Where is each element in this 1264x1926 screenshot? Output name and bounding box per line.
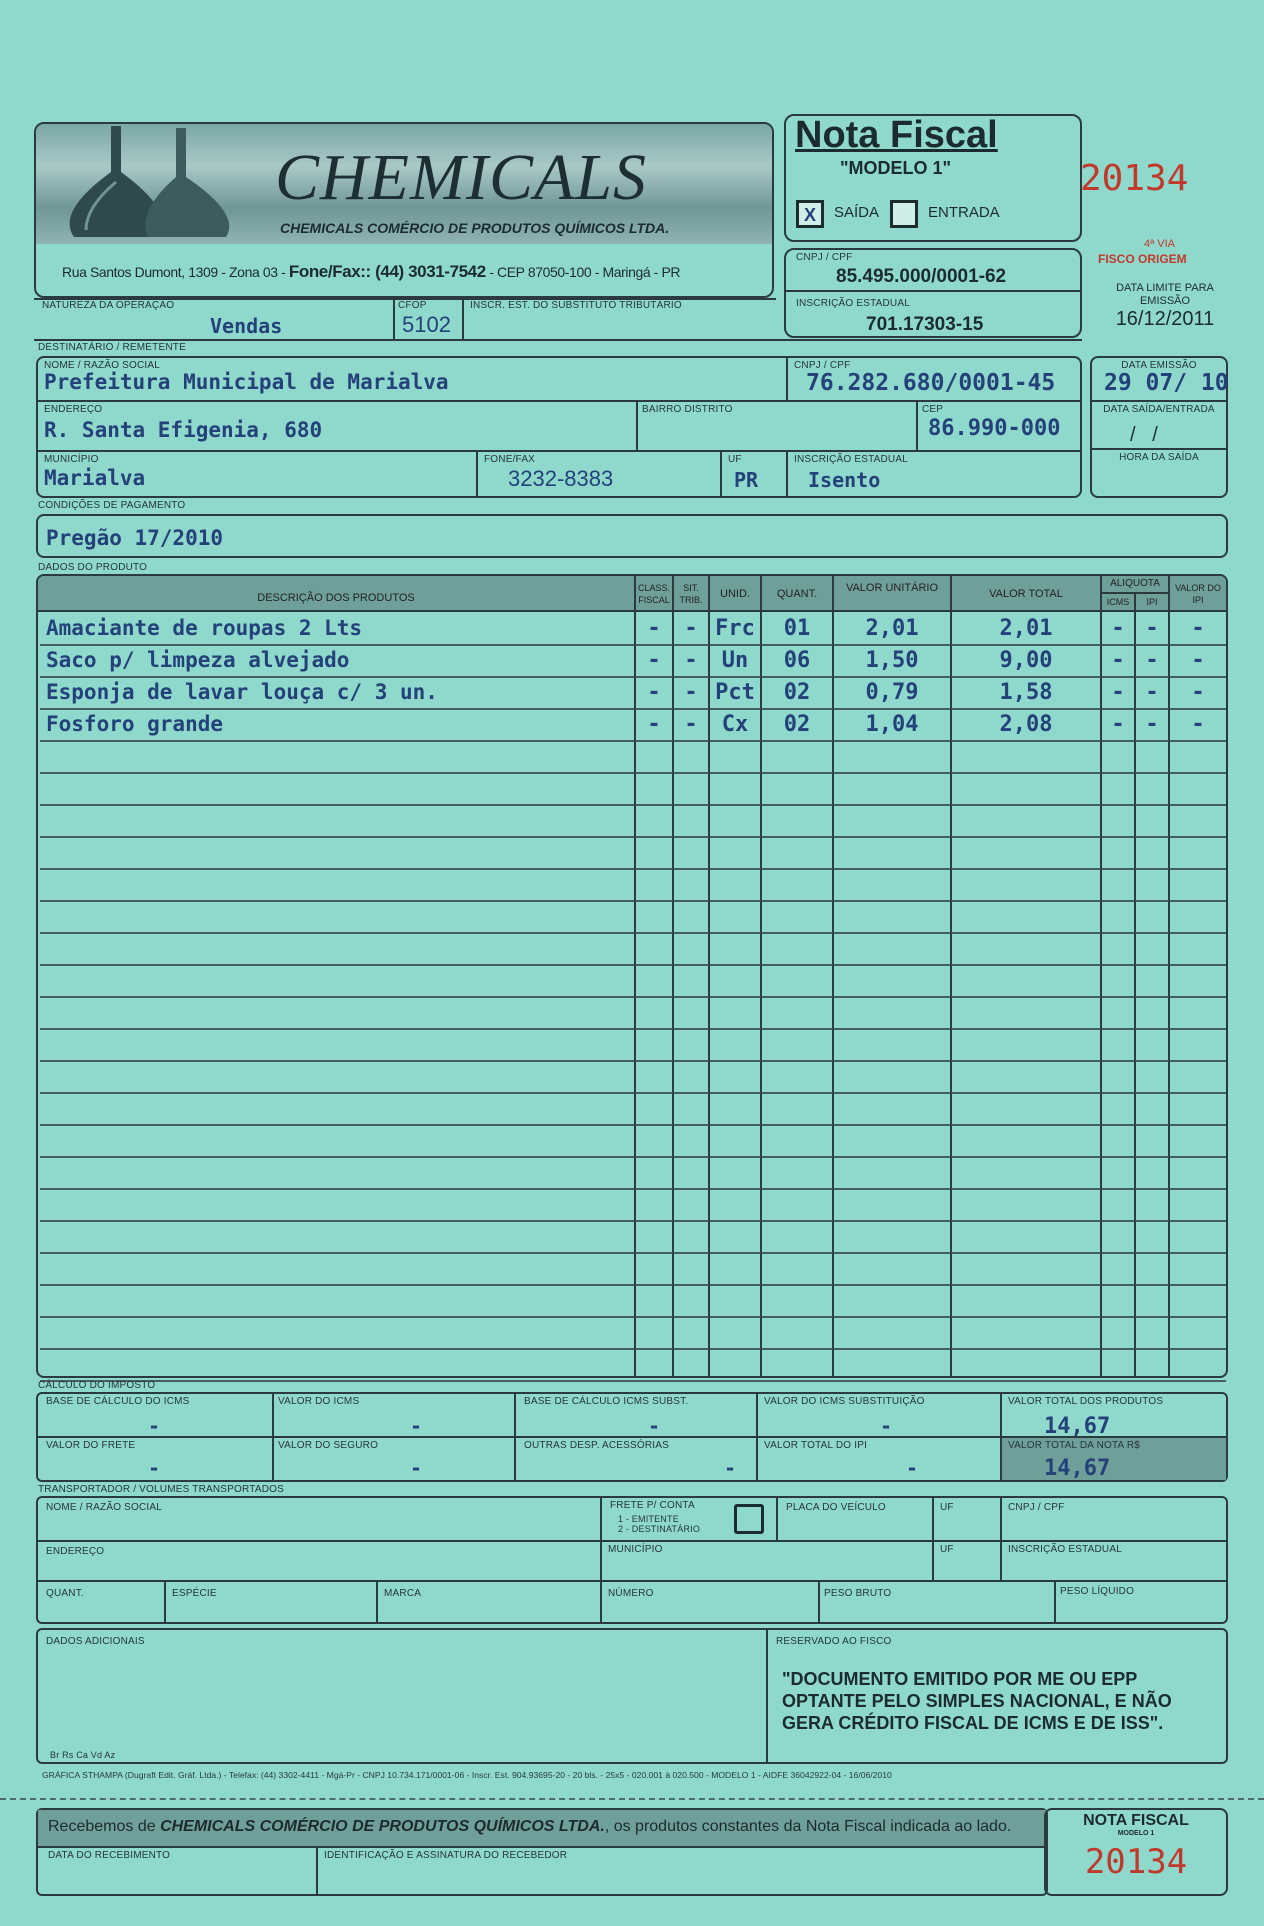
product-class: - [647, 648, 661, 673]
cfop-value: 5102 [402, 312, 451, 337]
data-emissao-label: DATA EMISSÃO [1121, 360, 1197, 371]
base-icms: - [148, 1414, 161, 1438]
seguro-value: - [410, 1456, 423, 1480]
adicionais-label: DADOS ADICIONAIS [46, 1636, 145, 1647]
col-sit: SIT. TRIB. [679, 583, 703, 605]
natureza-value: Vendas [210, 314, 283, 338]
product-ipi: - [1145, 680, 1159, 705]
product-unit: 1,50 [865, 648, 919, 673]
canhoto-nf-label: NOTA FISCAL [1083, 1812, 1189, 1829]
dest-bairro-label: BAIRRO DISTRITO [642, 404, 733, 415]
product-total: 1,58 [999, 680, 1053, 705]
table-row-line [40, 1124, 1226, 1126]
product-ipi: - [1145, 648, 1159, 673]
dest-cep: 86.990-000 [928, 416, 1061, 441]
valor-subst: - [880, 1414, 893, 1438]
table-row-line [40, 1380, 1226, 1382]
product-sit: - [684, 680, 698, 705]
total-nota-label: VALOR TOTAL DA NOTA R$ [1008, 1440, 1141, 1451]
product-icms: - [1111, 680, 1125, 705]
table-row-line [40, 1348, 1226, 1350]
canhoto-suffix: , os produtos constantes da Nota Fiscal indicada ao lado. [604, 1818, 1012, 1835]
produtos-section-label: DADOS DO PRODUTO [38, 562, 148, 573]
table-row-line [40, 804, 1226, 806]
transp-placa-label: PLACA DO VEÍCULO [786, 1502, 886, 1513]
transp-uf2-label: UF [940, 1544, 954, 1555]
dest-endereco: R. Santa Efigenia, 680 [44, 418, 323, 442]
table-row-line [40, 1252, 1226, 1254]
table-row-line [40, 1156, 1226, 1158]
canhoto-text [48, 1818, 1011, 1836]
transp-cnpj-label: CNPJ / CPF [1008, 1502, 1065, 1513]
col-quant: QUANT. [776, 588, 818, 600]
dest-fone-label: FONE/FAX [484, 454, 536, 465]
transp-nome-label: NOME / RAZÃO SOCIAL [46, 1502, 163, 1513]
product-quant: 02 [783, 680, 811, 705]
table-row-line [40, 1092, 1226, 1094]
product-unid: Pct [715, 680, 755, 705]
valor-icms-label: VALOR DO ICMS [278, 1396, 360, 1407]
product-total: 2,01 [999, 616, 1053, 641]
transp-marca-label: MARCA [384, 1588, 422, 1599]
transp-peso-bruto-label: PESO BRUTO [824, 1588, 892, 1599]
product-desc: Amaciante de roupas 2 Lts [46, 616, 363, 640]
col-aliquota: ALIQUOTA [1110, 578, 1160, 589]
dest-municipio-label: MUNICÍPIO [44, 454, 99, 465]
table-row-line [40, 1060, 1226, 1062]
product-desc: Esponja de lavar louça c/ 3 un. [46, 680, 438, 704]
table-row-line [40, 676, 1226, 678]
frete-value: - [148, 1456, 161, 1480]
table-row-line [40, 964, 1226, 966]
table-row-line [40, 772, 1226, 774]
adicionais-note: Br Rs Ca Vd Az [50, 1750, 116, 1760]
entrada-label: ENTRADA [928, 204, 1000, 221]
product-quant: 02 [783, 712, 811, 737]
total-nota: 14,67 [1044, 1456, 1111, 1481]
product-icms: - [1111, 648, 1125, 673]
col-icms: ICMS [1106, 597, 1130, 607]
product-ipi: - [1145, 712, 1159, 737]
data-limite: 16/12/2011 [1115, 308, 1215, 330]
data-limite-label: DATA LIMITE PARA EMISSÃO [1116, 282, 1214, 307]
col-valor-ipi: VALOR DO IPI [1175, 583, 1221, 605]
transp-peso-liquido-label: PESO LÍQUIDO [1060, 1586, 1135, 1597]
dest-ie-label: INSCRIÇÃO ESTADUAL [794, 454, 908, 465]
product-quant: 06 [783, 648, 811, 673]
total-ipi-label: VALOR TOTAL DO IPI [764, 1440, 868, 1451]
col-class: CLASS. FISCAL [637, 583, 670, 605]
dest-uf-label: UF [728, 454, 742, 465]
dest-ie: Isento [808, 468, 881, 492]
product-unit: 1,04 [865, 712, 919, 737]
company-phone: Fone/Fax:: (44) 3031-7542 [288, 262, 486, 281]
table-row-line [40, 1284, 1226, 1286]
valor-icms: - [410, 1414, 423, 1438]
product-icms: - [1111, 616, 1125, 641]
table-row-line [40, 1188, 1226, 1190]
table-row-line [40, 1220, 1226, 1222]
product-class: - [647, 680, 661, 705]
base-subst-label: BASE DE CÁLCULO ICMS SUBST. [524, 1396, 689, 1407]
hora-saida-label: HORA DA SAÍDA [1119, 452, 1199, 463]
via-destination: FISCO ORIGEM [1098, 252, 1187, 266]
product-vipi: - [1191, 648, 1205, 673]
nf-number: 20134 [1080, 158, 1189, 199]
canhoto-data-label: DATA DO RECEBIMENTO [48, 1850, 171, 1861]
product-desc: Fosforo grande [46, 712, 224, 736]
table-row-line [40, 836, 1226, 838]
data-saida-label: DATA SAÍDA/ENTRADA [1103, 404, 1215, 415]
grafica-footer: GRÁFICA STHAMPA (Dugraft Edit. Gráf. Ltda.) - Telefax: (44) 3302-4411 - Mgá-Pr - CNPJ 10.734.171/0001-06 - Inscr. Est. 904.93695-20 - 20 bls. - 25x5 - 020.001 à 020.500 - MODELO 1 - AIDFE 36042922-04 - 16/06/2010 [42, 1770, 892, 1780]
product-total: 2,08 [999, 712, 1053, 737]
saida-checkbox[interactable]: X [796, 200, 824, 228]
table-row-line [40, 1316, 1226, 1318]
transporte-section-label: TRANSPORTADOR / VOLUMES TRANSPORTADOS [38, 1484, 284, 1495]
product-unid: Frc [715, 616, 755, 641]
canhoto-nf-model: MODELO 1 [1117, 1830, 1155, 1837]
data-saida: / / [1130, 424, 1158, 446]
emitente-ie: 701.17303-15 [866, 314, 984, 335]
dest-endereco-label: ENDEREÇO [44, 404, 103, 415]
col-valor-unit: VALOR UNITÁRIO [845, 582, 939, 594]
tear-line [0, 1798, 1264, 1800]
canhoto-nf-number: 20134 [1084, 1842, 1188, 1882]
doc-title: Nota Fiscal [795, 114, 998, 156]
address-suffix: - CEP 87050-100 - Maringá - PR [485, 264, 681, 280]
via-label: 4ª VIA [1144, 238, 1175, 250]
product-unit: 0,79 [865, 680, 919, 705]
table-row-line [40, 996, 1226, 998]
brand-logo-text: CHEMICALS [275, 141, 647, 214]
outras-value: - [724, 1456, 737, 1480]
fisco-label: RESERVADO AO FISCO [776, 1636, 892, 1647]
product-total: 9,00 [999, 648, 1053, 673]
product-desc: Saco p/ limpeza alvejado [46, 648, 350, 672]
total-produtos-label: VALOR TOTAL DOS PRODUTOS [1008, 1396, 1164, 1407]
transp-quant-label: QUANT. [46, 1588, 84, 1599]
canhoto-company: CHEMICALS COMÉRCIO DE PRODUTOS QUÍMICOS LTDA. [160, 1818, 605, 1835]
frete-label: VALOR DO FRETE [46, 1440, 136, 1451]
total-ipi: - [906, 1456, 919, 1480]
address-prefix: Rua Santos Dumont, 1309 - Zona 03 - [62, 264, 289, 280]
emitente-cnpj-label: CNPJ / CPF [796, 252, 853, 263]
dest-cnpj-label: CNPJ / CPF [794, 360, 851, 371]
product-vipi: - [1191, 680, 1205, 705]
dest-fone: 3232-8383 [508, 466, 614, 491]
product-sit: - [684, 712, 698, 737]
dest-cnpj: 76.282.680/0001-45 [806, 370, 1056, 396]
pagamento-label: CONDIÇÕES DE PAGAMENTO [38, 500, 186, 511]
entrada-checkbox[interactable] [890, 200, 918, 228]
outras-label: OUTRAS DESP. ACESSÓRIAS [524, 1440, 670, 1451]
insc-subst-label: INSCR. EST. DO SUBSTITUTO TRIBUTÁRIO [470, 300, 682, 311]
product-class: - [647, 712, 661, 737]
product-ipi: - [1145, 616, 1159, 641]
transp-ie-label: INSCRIÇÃO ESTADUAL [1008, 1544, 1122, 1555]
table-row-line [40, 644, 1226, 646]
transp-frete-opt2: 2 - DESTINATÁRIO [618, 1524, 701, 1534]
saida-label: SAÍDA [834, 204, 880, 221]
transp-municipio-label: MUNICÍPIO [608, 1544, 663, 1555]
total-produtos: 14,67 [1044, 1414, 1111, 1439]
base-icms-label: BASE DE CÁLCULO DO ICMS [46, 1396, 190, 1407]
product-unid: Cx [721, 712, 749, 737]
company-address [62, 262, 680, 282]
product-vipi: - [1191, 712, 1205, 737]
col-ipi: IPI [1146, 597, 1158, 607]
table-row-line [40, 740, 1226, 742]
table-row-line [40, 868, 1226, 870]
canhoto-prefix: Recebemos de [48, 1818, 161, 1835]
product-class: - [647, 616, 661, 641]
product-quant: 01 [783, 616, 811, 641]
product-vipi: - [1191, 616, 1205, 641]
cfop-label: CFOP [398, 300, 427, 311]
col-unid: UNID. [720, 588, 750, 600]
imposto-section-label: CÁLCULO DO IMPOSTO [38, 1380, 156, 1391]
product-sit: - [684, 648, 698, 673]
product-unit: 2,01 [865, 616, 919, 641]
destinatario-section-label: DESTINATÁRIO / REMETENTE [38, 342, 186, 353]
product-unid: Un [721, 648, 749, 673]
seguro-label: VALOR DO SEGURO [278, 1440, 379, 1451]
transp-especie-label: ESPÉCIE [172, 1588, 217, 1599]
base-subst: - [648, 1414, 661, 1438]
data-emissao: 29 07/ 10 [1104, 370, 1229, 396]
fisco-text: "DOCUMENTO EMITIDO POR ME OU EPP OPTANTE PELO SIMPLES NACIONAL, E NÃO GERA CRÉDITO FISCAL DE ICMS E DE ISS". [782, 1669, 1172, 1733]
product-icms: - [1111, 712, 1125, 737]
dest-municipio: Marialva [44, 466, 146, 490]
dest-nome: Prefeitura Municipal de Marialva [44, 370, 449, 394]
company-name: CHEMICALS COMÉRCIO DE PRODUTOS QUÍMICOS LTDA. [280, 220, 670, 236]
pagamento-value: Pregão 17/2010 [46, 526, 224, 550]
valor-subst-label: VALOR DO ICMS SUBSTITUIÇÃO [764, 1396, 925, 1407]
table-row-line [40, 900, 1226, 902]
canhoto-assinatura-label: IDENTIFICAÇÃO E ASSINATURA DO RECEBEDOR [324, 1850, 568, 1861]
transp-frete-opt1: 1 - EMITENTE [618, 1514, 679, 1524]
table-row-line [40, 1028, 1226, 1030]
transp-frete-label: FRETE P/ CONTA [610, 1500, 695, 1511]
emitente-cnpj: 85.495.000/0001-62 [836, 266, 1007, 287]
emitente-ie-label: INSCRIÇÃO ESTADUAL [796, 298, 910, 309]
frete-checkbox[interactable] [734, 1504, 764, 1534]
transp-endereco-label: ENDEREÇO [46, 1546, 105, 1557]
dest-uf: PR [734, 468, 759, 492]
table-row-line [40, 708, 1226, 710]
dest-nome-label: NOME / RAZÃO SOCIAL [44, 360, 161, 371]
doc-model: "MODELO 1" [840, 158, 952, 178]
flask-logo-icon [66, 122, 256, 242]
natureza-label: NATUREZA DA OPERAÇÃO [42, 300, 175, 311]
dest-cep-label: CEP [922, 404, 944, 415]
transp-uf-label: UF [940, 1502, 954, 1513]
transp-numero-label: NÚMERO [608, 1588, 654, 1599]
table-row-line [40, 932, 1226, 934]
col-valor-total: VALOR TOTAL [989, 588, 1063, 600]
product-sit: - [684, 616, 698, 641]
col-descricao: DESCRIÇÃO DOS PRODUTOS [257, 592, 415, 604]
